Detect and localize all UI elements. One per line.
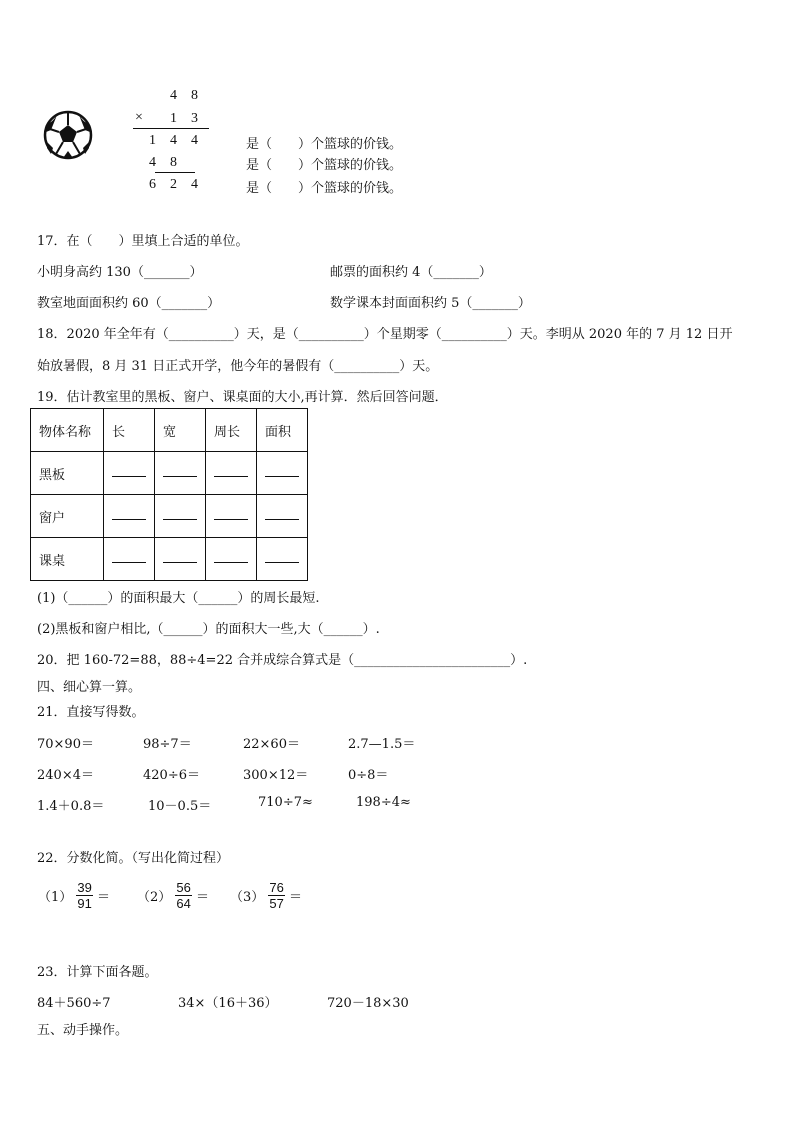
- q23-item: 720－18×30: [327, 996, 409, 1011]
- q21-item: 198÷4≈: [356, 795, 411, 810]
- q20-text: 20．把 160-72=88，88÷4=22 合并成综合算式是（________________________）.: [37, 653, 528, 668]
- blank-cell[interactable]: [257, 495, 308, 538]
- row-label: 课桌: [31, 538, 104, 581]
- multiplicand: 4 8: [170, 88, 198, 103]
- answer-line-1: 是（ ）个篮球的价钱。: [246, 137, 403, 152]
- blank-cell[interactable]: [206, 452, 257, 495]
- q23-item: 34×（16＋36）: [178, 996, 278, 1011]
- q22-title: 22．分数化简。（写出化简过程）: [37, 851, 230, 866]
- blank-cell[interactable]: [104, 452, 155, 495]
- q19-title: 19．估计教室里的黑板、窗户、课桌面的大小,再计算．然后回答问题．: [37, 390, 448, 405]
- q22-item-3: [230, 880, 302, 911]
- q23-item: 84＋560÷7: [37, 996, 111, 1011]
- section-4-heading: 四、细心算一算。: [37, 680, 142, 695]
- q21-item: 70×90＝: [37, 737, 94, 752]
- multiplier: 1 3: [170, 111, 198, 126]
- partial-product-1: 1 4 4: [149, 133, 198, 148]
- item-label: （2）: [137, 890, 172, 905]
- table-row: [31, 538, 308, 581]
- answer-line-3: 是（ ）个篮球的价钱。: [246, 181, 403, 196]
- q17-item-d: 数学课本封面面积约 5（_______）: [330, 296, 531, 311]
- multiply-sign: ×: [135, 110, 143, 125]
- q19-sub-1: (1)（______）的面积最大（______）的周长最短.: [37, 591, 320, 606]
- equals-sign: ＝: [196, 890, 210, 905]
- equals-sign: ＝: [289, 890, 303, 905]
- q22-item-2: [137, 880, 209, 911]
- item-label: （1）: [38, 890, 73, 905]
- q17-item-c: 教室地面面积约 60（_______）: [37, 296, 221, 311]
- final-product: 6 2 4: [149, 177, 198, 192]
- table-header-cell: 物体名称: [31, 409, 104, 452]
- q21-item: 98÷7＝: [143, 737, 192, 752]
- blank-cell[interactable]: [155, 452, 206, 495]
- q18-line-1: 18．2020 年全年有（__________）天，是（__________）个星期零（__________）天。李明从 2020 年的 7 月 12 日开: [37, 327, 733, 342]
- q21-item: 240×4＝: [37, 768, 94, 783]
- soccer-ball-icon: [43, 110, 93, 160]
- blank-cell[interactable]: [104, 538, 155, 581]
- table-header-cell: 长: [104, 409, 155, 452]
- partial-product-2: 4 8: [149, 155, 177, 170]
- q18-line-2: 始放暑假，8 月 31 日正式开学，他今年的暑假有（__________）天。: [37, 359, 439, 374]
- q21-title: 21．直接写得数。: [37, 705, 145, 720]
- answer-line-2: 是（ ）个篮球的价钱。: [246, 158, 403, 173]
- q21-item: 420÷6＝: [143, 768, 200, 783]
- fraction: [268, 880, 284, 911]
- numerator: 56: [176, 880, 191, 895]
- q21-item: 1.4＋0.8＝: [37, 799, 105, 814]
- equals-sign: ＝: [97, 890, 111, 905]
- blank-cell[interactable]: [257, 452, 308, 495]
- blank-cell[interactable]: [206, 538, 257, 581]
- q17-title: 17．在（ ）里填上合适的单位。: [37, 234, 249, 249]
- q21-item: 2.7—1.5＝: [348, 737, 416, 752]
- q23-title: 23．计算下面各题。: [37, 965, 158, 980]
- q19-sub-2: (2)黑板和窗户相比,（______）的面积大一些,大（______）.: [37, 622, 380, 637]
- blank-cell[interactable]: [206, 495, 257, 538]
- item-label: （3）: [230, 890, 265, 905]
- q21-item: 300×12＝: [243, 768, 309, 783]
- row-label: 窗户: [31, 495, 104, 538]
- blank-cell[interactable]: [155, 495, 206, 538]
- blank-cell[interactable]: [155, 538, 206, 581]
- numerator: 39: [77, 880, 92, 895]
- q21-item: 10－0.5＝: [148, 799, 212, 814]
- q21-item: 0÷8＝: [348, 768, 389, 783]
- q21-item: 22×60＝: [243, 737, 300, 752]
- estimation-table: [30, 408, 308, 581]
- numerator: 76: [269, 880, 284, 895]
- sum-divider-line: [155, 172, 195, 173]
- denominator: 57: [269, 896, 284, 911]
- product-divider-line: [133, 128, 209, 129]
- q22-item-1: [38, 880, 110, 911]
- table-header-row: [31, 409, 308, 452]
- blank-cell[interactable]: [257, 538, 308, 581]
- q21-item: 710÷7≈: [258, 795, 313, 810]
- denominator: 64: [176, 896, 191, 911]
- fraction: [76, 880, 92, 911]
- section-5-heading: 五、动手操作。: [37, 1023, 129, 1038]
- fraction: [175, 880, 191, 911]
- blank-cell[interactable]: [104, 495, 155, 538]
- table-row: [31, 495, 308, 538]
- row-label: 黑板: [31, 452, 104, 495]
- denominator: 91: [77, 896, 92, 911]
- q17-item-a: 小明身高约 130（_______）: [37, 265, 203, 280]
- table-header-cell: 宽: [155, 409, 206, 452]
- q17-item-b: 邮票的面积约 4（_______）: [330, 265, 492, 280]
- table-row: [31, 452, 308, 495]
- table-header-cell: 周长: [206, 409, 257, 452]
- table-header-cell: 面积: [257, 409, 308, 452]
